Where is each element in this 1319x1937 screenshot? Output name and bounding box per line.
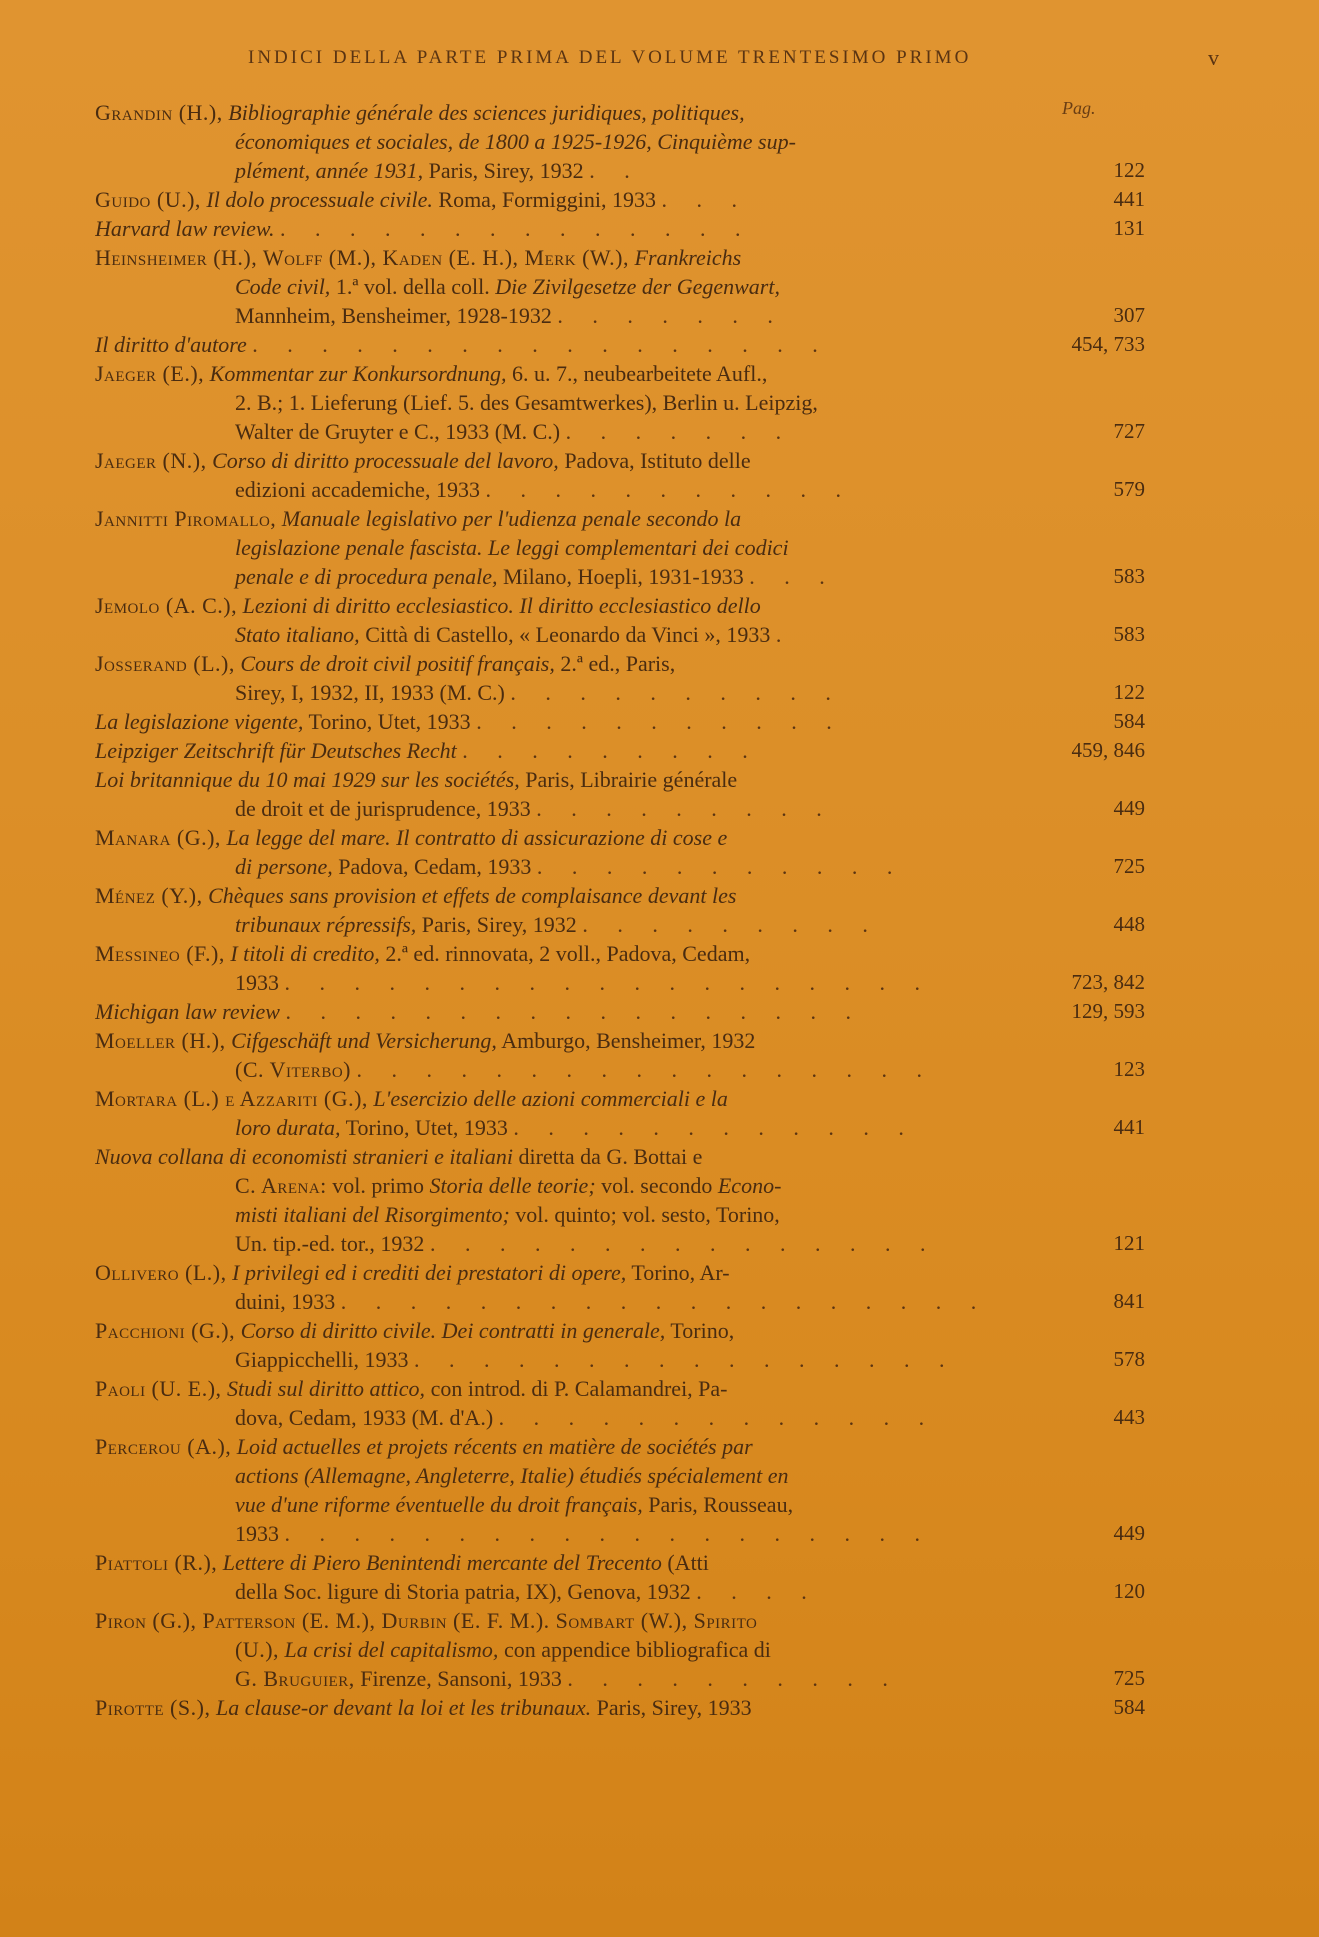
- entry-line: [95, 98, 1035, 127]
- entry-line: [95, 1548, 1035, 1577]
- entry-page-ref: 120: [1113, 1579, 1145, 1603]
- entry-title: actions (Allemagne, Angleterre, Italie) étudiés spécialement en: [235, 1463, 789, 1488]
- entry-line: [95, 1519, 1035, 1548]
- entry-leader-dots: . . . . . . . . . . . .: [513, 1115, 916, 1140]
- entry-line: [95, 1490, 1035, 1519]
- entry-author: Grandin (H.),: [95, 100, 223, 125]
- entry-line: [95, 1606, 1035, 1635]
- entry-title: Code civil,: [235, 274, 331, 299]
- entry-title: Frankreichs: [634, 245, 742, 270]
- entry-title: Loi britannique du 10 mai 1929 sur les sociétés,: [95, 767, 520, 792]
- entry-line: [95, 1171, 1035, 1200]
- entry-line: [95, 997, 1035, 1026]
- entry-line: [95, 1026, 1035, 1055]
- entry-title: Stato italiano,: [235, 622, 360, 647]
- entry-text: Città di Castello, « Leonardo da Vinci », 1933: [365, 622, 771, 647]
- entry-title: Lettere di Piero Benintendi mercante del Trecento: [222, 1550, 662, 1575]
- entry-title: Cours de droit civil positif français,: [240, 651, 555, 676]
- entry-text: Padova, Cedam, 1933: [338, 854, 532, 879]
- index-entry: [95, 446, 1145, 504]
- entry-line: [95, 1113, 1035, 1142]
- entry-page-ref: 584: [1113, 1695, 1145, 1719]
- entry-line: [95, 881, 1035, 910]
- entry-line: [95, 852, 1035, 881]
- entry-title: Studi sul diritto attico,: [227, 1376, 426, 1401]
- entry-title: Corso di diritto civile. Dei contratti in generale,: [240, 1318, 666, 1343]
- entry-title: La legge del mare. Il contratto di assicurazione di cose e: [226, 825, 728, 850]
- index-entry: [95, 185, 1145, 214]
- entry-leader-dots: . . . . . . . . . . .: [476, 709, 844, 734]
- index-entry: [95, 98, 1145, 185]
- entry-leader-dots: . . . . . . .: [565, 419, 794, 444]
- entry-page-ref: 579: [1113, 477, 1145, 501]
- entry-leader-dots: . . . . . . . . . . .: [536, 854, 905, 879]
- entry-text: Firenze, Sansoni, 1933: [360, 1666, 562, 1691]
- entry-text: 2. B.; 1. Lieferung (Lief. 5. des Gesamtwerkes), Berlin u. Leipzig,: [235, 390, 818, 415]
- entry-line: [95, 591, 1035, 620]
- entry-title: I titoli di credito,: [230, 941, 380, 966]
- entry-leader-dots: . . . . . . . . . .: [567, 1666, 900, 1691]
- index-entry: [95, 823, 1145, 881]
- index-entry: [95, 1432, 1145, 1548]
- entry-title: Il diritto d'autore: [95, 332, 247, 357]
- entry-text: della Soc. ligure di Storia patria, IX), Genova, 1932: [235, 1579, 691, 1604]
- entry-page-ref: 131: [1113, 216, 1145, 240]
- entry-title: plément, année 1931,: [235, 158, 424, 183]
- entry-page-ref: 441: [1113, 187, 1145, 211]
- entry-line: [95, 127, 1035, 156]
- index-entry: [95, 1548, 1145, 1606]
- entry-page-ref: 448: [1113, 912, 1145, 936]
- entry-text: Torino, Utet, 1933: [345, 1115, 508, 1140]
- header-title: INDICI DELLA PARTE PRIMA DEL VOLUME TRENTESIMO PRIMO: [248, 47, 972, 68]
- entry-leader-dots: . . . . . . . . . . . . . . .: [429, 1231, 938, 1256]
- entry-leader-dots: . . .: [749, 564, 837, 589]
- entry-page-ref: 727: [1113, 419, 1145, 443]
- entry-page-ref: 725: [1113, 854, 1145, 878]
- entry-line: [95, 1432, 1035, 1461]
- entry-title: L'esercizio delle azioni commerciali e la: [373, 1086, 728, 1111]
- entry-line: [95, 417, 1035, 446]
- entry-text: vol. primo: [332, 1173, 424, 1198]
- entry-author: Pacchioni (G.),: [95, 1318, 236, 1343]
- entry-title: Corso di diritto processuale del lavoro,: [212, 448, 559, 473]
- entry-line: [95, 678, 1035, 707]
- entry-line: [95, 1258, 1035, 1287]
- entry-title: La crisi del capitalismo,: [284, 1637, 499, 1662]
- entry-line: [95, 1664, 1035, 1693]
- entry-text: 1933: [235, 970, 279, 995]
- entry-leader-dots: .: [775, 622, 794, 647]
- entry-title: Kommentar zur Konkursordnung,: [209, 361, 507, 386]
- entry-line: [95, 562, 1035, 591]
- entry-line: [95, 765, 1035, 794]
- entry-line: [95, 504, 1035, 533]
- entry-leader-dots: . . . . . . . . . . . . .: [498, 1405, 937, 1430]
- entry-leader-dots: . .: [589, 158, 642, 183]
- entry-line: [95, 388, 1035, 417]
- entry-text: 2.ª ed. rinnovata, 2 voll., Padova, Cedam,: [385, 941, 751, 966]
- index-entry: [95, 1316, 1145, 1374]
- entry-title: Bibliographie générale des sciences juridiques, politiques,: [228, 100, 745, 125]
- entry-author: Messineo (F.),: [95, 941, 225, 966]
- entry-line: [95, 1142, 1035, 1171]
- entry-line: [95, 330, 1035, 359]
- entry-page-ref: 583: [1113, 622, 1145, 646]
- entry-title: legislazione penale fascista. Le leggi complementari dei codici: [235, 535, 789, 560]
- entry-text: edizioni accademiche, 1933: [235, 477, 480, 502]
- entry-text: Padova, Istituto delle: [564, 448, 751, 473]
- entry-leader-dots: . . . . . . . . .: [462, 738, 760, 763]
- entry-author: Piattoli (R.),: [95, 1550, 218, 1575]
- entry-title: tribunaux répressifs,: [235, 912, 417, 937]
- entry-page-ref: 449: [1113, 1521, 1145, 1545]
- index-entry: [95, 1026, 1145, 1084]
- entry-leader-dots: . . . . . . .: [557, 303, 785, 328]
- entry-line: [95, 968, 1035, 997]
- entry-author: Mortara (L.) e Azzariti (G.),: [95, 1086, 368, 1111]
- entry-page-ref: 583: [1113, 564, 1145, 588]
- entry-page-ref: 122: [1113, 158, 1145, 182]
- entry-title: Lezioni di diritto ecclesiastico. Il diritto ecclesiastico dello: [242, 593, 761, 618]
- index-entry: [95, 1693, 1145, 1722]
- entry-text: Milano, Hoepli, 1931-1933: [503, 564, 744, 589]
- entry-line: [95, 533, 1035, 562]
- entry-author: Paoli (U. E.),: [95, 1376, 222, 1401]
- entry-line: [95, 359, 1035, 388]
- entry-line: [95, 243, 1035, 272]
- entry-text: vol. secondo: [601, 1173, 713, 1198]
- running-header: [240, 38, 1259, 78]
- entry-text: Un. tip.-ed. tor., 1932: [235, 1231, 425, 1256]
- entry-leader-dots: . . . .: [696, 1579, 819, 1604]
- entry-title: Michigan law review: [95, 999, 280, 1024]
- entry-page-ref: 449: [1113, 796, 1145, 820]
- entry-line: [95, 1229, 1035, 1258]
- entry-text: con introd. di P. Calamandrei, Pa-: [430, 1376, 728, 1401]
- entry-leader-dots: . . . . . . . . . . . . . . . . .: [285, 999, 863, 1024]
- header-page-number: v: [1208, 45, 1219, 70]
- entry-text: Torino, Utet, 1933: [308, 709, 471, 734]
- entry-author: Piron (G.), Patterson (E. M.), Durbin (E. F. M.). Sombart (W.), Spirito: [95, 1608, 758, 1633]
- index-entry: [95, 330, 1145, 359]
- entry-leader-dots: . . . . . . . . . .: [510, 680, 843, 705]
- entry-text: Roma, Formiggini, 1933: [438, 187, 656, 212]
- entry-leader-dots: . . . . . . . . . . . . . . . .: [414, 1347, 957, 1372]
- entry-author: Jannitti Piromallo,: [95, 506, 277, 531]
- entry-line: [95, 620, 1035, 649]
- entry-text: (Atti: [667, 1550, 709, 1575]
- entry-page-ref: 454, 733: [1071, 332, 1145, 356]
- entry-title: Il dolo processuale civile.: [206, 187, 433, 212]
- entry-author: Ménez (Y.),: [95, 883, 203, 908]
- entry-title: Nuova collana di economisti stranieri e italiani: [95, 1144, 513, 1169]
- entry-line: [95, 272, 1035, 301]
- entry-page-ref: 441: [1113, 1115, 1145, 1139]
- entry-line: [95, 1345, 1035, 1374]
- entry-line: [95, 1693, 1035, 1722]
- index-entry: [95, 1258, 1145, 1316]
- entry-text: diretta da G. Bottai e: [518, 1144, 703, 1169]
- entry-line: [95, 214, 1035, 243]
- entry-author: (U.),: [235, 1637, 280, 1662]
- entry-title: Manuale legislativo per l'udienza penale secondo la: [281, 506, 742, 531]
- entry-title: La legislazione vigente,: [95, 709, 304, 734]
- entry-line: [95, 475, 1035, 504]
- index-entry: [95, 649, 1145, 707]
- entry-page-ref: 443: [1113, 1405, 1145, 1429]
- entry-page-ref: 584: [1113, 709, 1145, 733]
- index-entry: [95, 736, 1145, 765]
- entry-text: Giappicchelli, 1933: [235, 1347, 409, 1372]
- pag-label: Pag.: [1062, 98, 1096, 118]
- entry-text: Paris, Sirey, 1932: [428, 158, 584, 183]
- entry-page-ref: 122: [1113, 680, 1145, 704]
- entry-leader-dots: . . . . . . . . .: [536, 796, 834, 821]
- entry-title: Leipziger Zeitschrift für Deutsches Recht: [95, 738, 457, 763]
- entry-line: [95, 1577, 1035, 1606]
- entry-title: misti italiani del Risorgimento;: [235, 1202, 510, 1227]
- entry-line: [95, 1084, 1035, 1113]
- entry-text: 1933: [235, 1521, 279, 1546]
- entry-title: penale e di procedura penale,: [235, 564, 498, 589]
- entry-leader-dots: . . . . . . . . . . . . . .: [279, 216, 753, 241]
- entry-text: de droit et de jurisprudence, 1933: [235, 796, 531, 821]
- entry-line: [95, 301, 1035, 330]
- entry-leader-dots: . . . . . . . . . . . . . . . . . . .: [284, 970, 932, 995]
- index-entry: [95, 243, 1145, 330]
- index-entry: [95, 1606, 1145, 1693]
- entry-title: vue d'une riforme éventuelle du droit français,: [235, 1492, 643, 1517]
- entry-author: C. Arena:: [235, 1173, 327, 1198]
- entry-title: I privilegi ed i crediti dei prestatori di opere,: [232, 1260, 627, 1285]
- entry-author: Jaeger (N.),: [95, 448, 207, 473]
- entry-line: [95, 1374, 1035, 1403]
- entry-text: Paris, Sirey, 1932: [421, 912, 577, 937]
- entry-text: Torino,: [670, 1318, 735, 1343]
- entry-line: [95, 1055, 1035, 1084]
- entry-author: (C. Viterbo): [235, 1057, 351, 1082]
- entry-author: Ollivero (L.),: [95, 1260, 227, 1285]
- entry-author: Jaeger (E.),: [95, 361, 205, 386]
- entry-text: Mannheim, Bensheimer, 1928-1932: [235, 303, 552, 328]
- entry-line: [95, 156, 1035, 185]
- entry-leader-dots: . . . . . . . . . . . . . . . . . . .: [340, 1289, 989, 1314]
- entry-text: Amburgo, Bensheimer, 1932: [501, 1028, 756, 1053]
- index-entry: [95, 591, 1145, 649]
- entry-text: Paris, Sirey, 1933: [596, 1695, 752, 1720]
- entry-title: Storia delle teorie;: [429, 1173, 596, 1198]
- entry-leader-dots: . . . . . . . . .: [582, 912, 880, 937]
- entry-title: Cifgeschäft und Versicherung,: [231, 1028, 497, 1053]
- entry-title: économiques et sociales, de 1800 a 1925-1926, Cinquième sup-: [235, 129, 796, 154]
- entry-author: G. Bruguier,: [235, 1666, 355, 1691]
- entry-text: duini, 1933: [235, 1289, 336, 1314]
- entry-title: Econo-: [717, 1173, 782, 1198]
- entry-line: [95, 736, 1035, 765]
- entry-line: [95, 1200, 1035, 1229]
- entry-page-ref: 307: [1113, 303, 1145, 327]
- entry-author: Percerou (A.),: [95, 1434, 232, 1459]
- entry-text: dova, Cedam, 1933 (M. d'A.): [235, 1405, 494, 1430]
- entry-author: Josserand (L.),: [95, 651, 235, 676]
- entry-page-ref: 578: [1113, 1347, 1145, 1371]
- entry-text: Sirey, I, 1932, II, 1933 (M. C.): [235, 680, 505, 705]
- entry-author: Guido (U.),: [95, 187, 201, 212]
- index-entry: [95, 881, 1145, 939]
- index-entry: [95, 359, 1145, 446]
- entry-author: Heinsheimer (H.), Wolff (M.), Kaden (E. H.), Merk (W.),: [95, 245, 630, 270]
- index-entries: [95, 98, 1145, 1722]
- entry-title: Chèques sans provision et effets de complaisance devant les: [208, 883, 737, 908]
- entry-author: Pirotte (S.),: [95, 1695, 211, 1720]
- entry-text: 2.ª ed., Paris,: [560, 651, 676, 676]
- index-entry: [95, 765, 1145, 823]
- entry-text: 6. u. 7., neubearbeitete Aufl.,: [511, 361, 768, 386]
- entry-line: [95, 1316, 1035, 1345]
- entry-text: vol. quinto; vol. sesto, Torino,: [515, 1202, 780, 1227]
- entry-author: Moeller (H.),: [95, 1028, 226, 1053]
- entry-line: [95, 1635, 1035, 1664]
- entry-leader-dots: . . . . . . . . . . . . . . . . .: [252, 332, 830, 357]
- entry-line: [95, 939, 1035, 968]
- entry-line: [95, 1461, 1035, 1490]
- index-entry: [95, 939, 1145, 997]
- entry-leader-dots: . . . . . . . . . . . . . . . . . . .: [284, 1521, 932, 1546]
- index-entry: [95, 1084, 1145, 1142]
- entry-page-ref: 723, 842: [1071, 970, 1145, 994]
- entry-leader-dots: . . . . . . . . . . .: [485, 477, 853, 502]
- entry-title: di persone,: [235, 854, 333, 879]
- entry-line: [95, 446, 1035, 475]
- entry-line: [95, 185, 1035, 214]
- entry-title: Harvard law review.: [95, 216, 275, 241]
- entry-text: Paris, Librairie générale: [525, 767, 738, 792]
- entry-text: Torino, Ar-: [631, 1260, 730, 1285]
- entry-title: La clause-or devant la loi et les tribunaux.: [215, 1695, 592, 1720]
- entry-author: Jemolo (A. C.),: [95, 593, 238, 618]
- index-entry: [95, 997, 1145, 1026]
- entry-page-ref: 841: [1113, 1289, 1145, 1313]
- entry-title: loro durata,: [235, 1115, 341, 1140]
- entry-text: 1.ª vol. della coll.: [335, 274, 490, 299]
- entry-page-ref: 459, 846: [1071, 738, 1145, 762]
- index-entry: [95, 1374, 1145, 1432]
- entry-page-ref: 129, 593: [1071, 999, 1145, 1023]
- entry-leader-dots: . . .: [661, 187, 749, 212]
- entry-text: Paris, Rousseau,: [648, 1492, 794, 1517]
- entry-page-ref: 123: [1113, 1057, 1145, 1081]
- index-entry: [95, 707, 1145, 736]
- entry-text: Walter de Gruyter e C., 1933 (M. C.): [235, 419, 561, 444]
- entry-line: [95, 649, 1035, 678]
- entry-line: [95, 794, 1035, 823]
- entry-line: [95, 1403, 1035, 1432]
- entry-author: Manara (G.),: [95, 825, 221, 850]
- entry-text: con appendice bibliografica di: [503, 1637, 771, 1662]
- entry-line: [95, 823, 1035, 852]
- entry-line: [95, 1287, 1035, 1316]
- index-entry: [95, 214, 1145, 243]
- entry-leader-dots: . . . . . . . . . . . . . . . . .: [356, 1057, 934, 1082]
- entry-line: [95, 910, 1035, 939]
- entry-title: Die Zivilgesetze der Gegenwart,: [495, 274, 780, 299]
- entry-page-ref: 725: [1113, 1666, 1145, 1690]
- entry-title: Loid actuelles et projets récents en matière de sociétés par: [236, 1434, 753, 1459]
- index-entry: [95, 1142, 1145, 1258]
- index-entry: [95, 504, 1145, 591]
- entry-page-ref: 121: [1113, 1231, 1145, 1255]
- entry-line: [95, 707, 1035, 736]
